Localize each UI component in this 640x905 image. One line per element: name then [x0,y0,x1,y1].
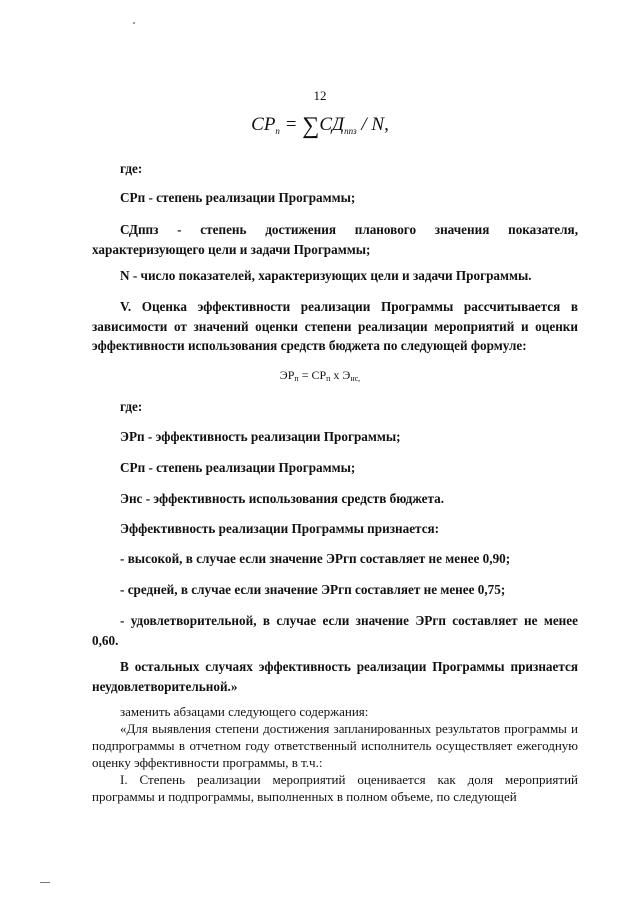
paragraph-satisfactory: - удовлетворительной, в случае если значение ЭРгп составляет не менее 0,60. [92,613,578,648]
formula-program-efficiency [0,368,640,383]
paragraph-replace: заменить абзацами следующего содержания: [120,704,369,719]
scan-mark [40,882,50,883]
formula1-term: СД [319,114,345,135]
paragraph-medium: - средней, в случае если значение ЭРгп составляет не менее 0,75; [120,582,506,597]
formula2-a-sub: п [294,374,299,383]
paragraph-section-v: V. Оценка эффективности реализации Программы рассчитывается в зависимости от значений оценки степени реализации мероприятий и оценки эффективности использования средств бюджета по следующей формуле: [92,299,578,353]
paragraph-srp-def: СРп - степень реализации Программы; [120,190,356,205]
paragraph-where-2: где: [120,399,143,414]
paragraph-ens-def: Энс - эффективность использования средств бюджета. [120,491,445,506]
formula2-c-sub: нс, [350,374,361,383]
formula2-c: х Э [330,368,351,382]
paragraph-recognized: Эффективность реализации Программы признается: [120,521,440,536]
formula1-rest: / N, [356,114,389,135]
paragraph-where-1: где: [120,161,143,176]
paragraph-degree-measures: I. Степень реализации мероприятий оценивается как доля мероприятий программы и подпрограммы, выполненных в полном объеме, по следующей [92,772,578,804]
formula1-lhs: СР [251,114,276,135]
formula2-b-sub: п [326,374,331,383]
formula-program-realization-degree [0,113,640,140]
formula1-term-sub: ппз [344,126,357,136]
scan-speck [133,22,135,24]
paragraph-srp-def-2: СРп - степень реализации Программы; [120,460,356,475]
paragraph-new-intro: «Для выявления степени достижения запланированных результатов программы и подпрограммы в отчетном году ответственный исполнитель осуществляет ежегодную оценку эффективности программы, в т.ч.: [92,721,578,770]
paragraph-erp-def: ЭРп - эффективность реализации Программы; [120,429,401,444]
paragraph-high: - высокой, в случае если значение ЭРгп составляет не менее 0,90; [120,551,511,566]
formula2-b: = СР [298,368,327,382]
formula2-a: ЭР [279,368,295,382]
paragraph-n-def: N - число показателей, характеризующих цели и задачи Программы. [120,268,532,283]
formula1-lhs-sub: п [275,126,280,136]
paragraph-unsatisfactory: В остальных случаях эффективность реализации Программы признается неудовлетворительной.» [92,659,578,694]
page-number: 12 [313,88,327,103]
sigma-symbol: ∑ [302,113,320,139]
paragraph-sdppz-def: СДппз - степень достижения планового значения показателя, характеризующего цели и задачи Программы; [92,222,578,257]
formula1-eq: = [279,114,303,135]
